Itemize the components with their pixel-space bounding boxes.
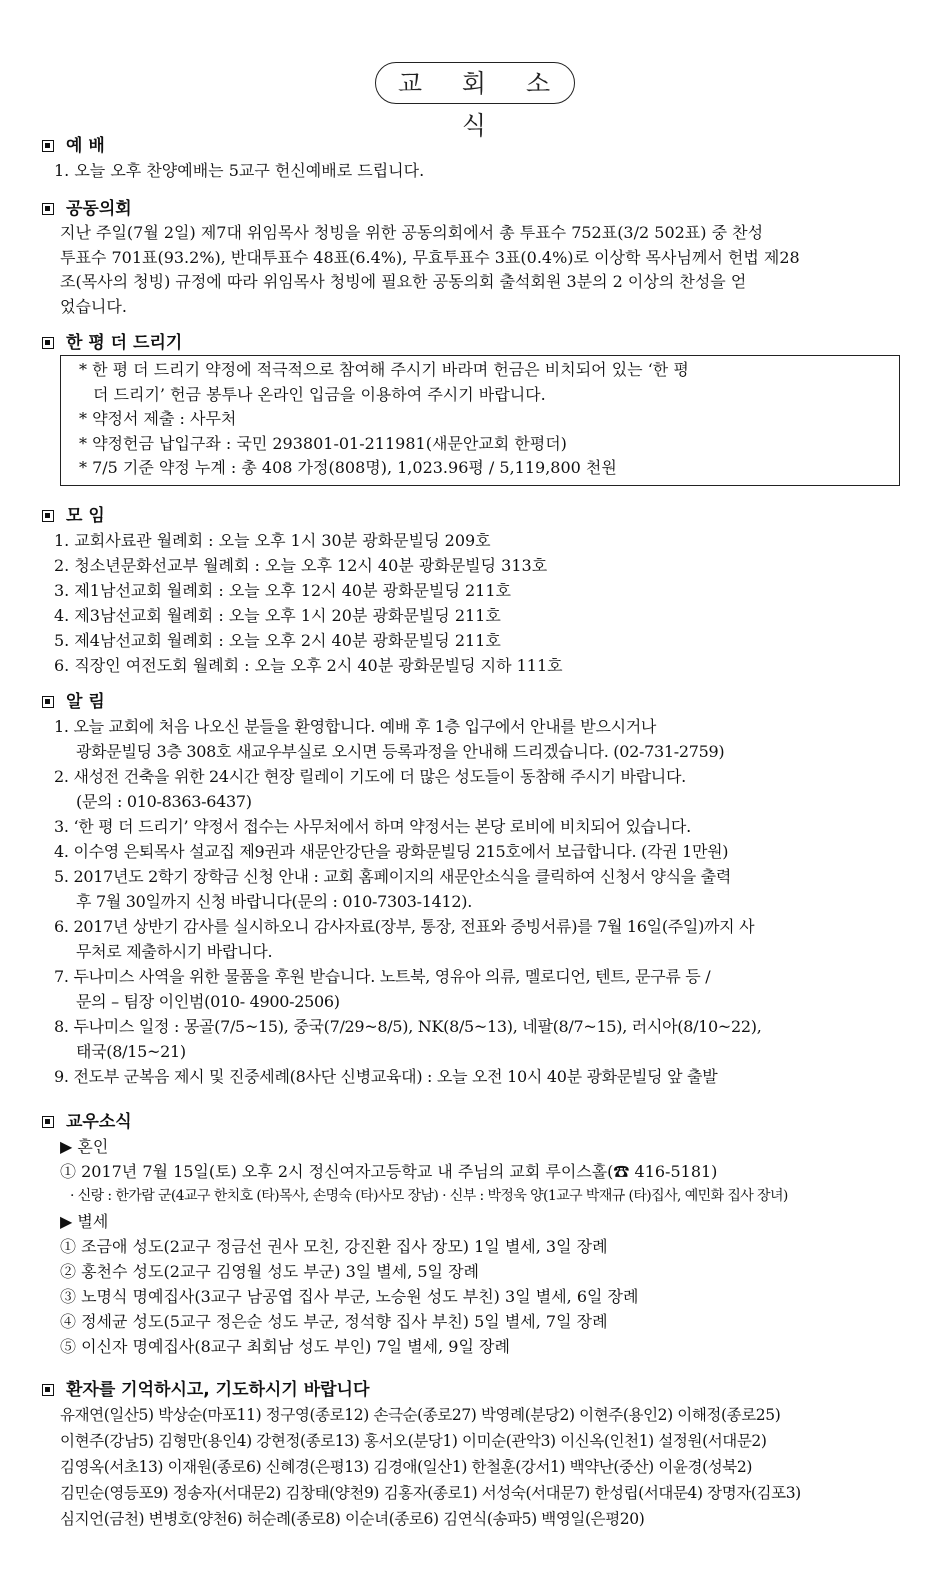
- notice-item: 5. 2017년도 2학기 장학금 신청 안내 : 교회 홈페이지의 새문안소식을 클릭하여 신청서 양식을 출력: [54, 867, 731, 886]
- section-bullet-icon: [42, 1384, 54, 1396]
- death-item: ⑤ 이신자 명예집사(8교구 최회남 성도 부인) 7일 별세, 9일 장례: [60, 1337, 510, 1356]
- notices-section: [42, 690, 922, 1089]
- members-section: [42, 1110, 922, 1359]
- notice-item: 4. 이수영 은퇴목사 설교집 제9권과 새문안강단을 광화문빌딩 215호에서 보급합니다. (각권 1만원): [54, 842, 729, 861]
- meeting-item: 6. 직장인 여전도회 월례회 : 오늘 오후 2시 40분 광화문빌딩 지하 111호: [54, 656, 563, 675]
- meetings-heading-text: 모 임: [66, 506, 105, 526]
- notice-continuation: (문의 : 010-8363-6437): [76, 792, 252, 811]
- death-item: ② 홍천수 성도(2교구 김영월 성도 부군) 3일 별세, 5일 장례: [60, 1262, 480, 1281]
- meeting-item: 1. 교회사료관 월례회 : 오늘 오후 1시 30분 광화문빌딩 209호: [54, 531, 491, 550]
- triangle-right-icon: ▶: [60, 1137, 73, 1156]
- worship-heading: [42, 134, 922, 158]
- death-label-row: [42, 1209, 922, 1234]
- notice-continuation: 후 7월 30일까지 신청 바랍니다(문의 : 010-7303-1412).: [76, 892, 473, 911]
- council-line: 조(목사의 청빙) 규정에 따라 위임목사 청빙에 필요한 공동의회 출석회원 3분의 2 이상의 찬성을 얻: [60, 272, 747, 291]
- notices-heading-text: 알 림: [66, 692, 105, 712]
- notice-list: [42, 714, 922, 1089]
- death-item: ④ 정세균 성도(5교구 정은순 성도 부군, 정석향 집사 부친) 5일 별세, 7일 장례: [60, 1312, 608, 1331]
- notice-continuation: 광화문빌딩 3층 308호 새교우부실로 오시면 등록과정을 안내해 드리겠습니다. (02-731-2759): [76, 742, 725, 761]
- section-bullet-icon: [42, 1116, 54, 1128]
- notice-continuation: 태국(8/15~21): [76, 1042, 186, 1061]
- patients-heading: [42, 1378, 922, 1402]
- members-heading-text: 교우소식: [66, 1112, 132, 1132]
- pyeong-line: * 약정헌금 납입구좌 : 국민 293801-01-211981(새문안교회 한평더): [79, 433, 567, 453]
- patient-line: 김민순(영등포9) 정송자(서대문2) 김창태(양천9) 김홍자(종로1) 서성숙(서대문7) 한성립(서대문4) 장명자(김포3): [60, 1484, 801, 1502]
- patients-section: [42, 1378, 922, 1532]
- death-item: ① 조금애 성도(2교구 정금선 권사 모친, 강진환 집사 장모) 1일 별세, 3일 장례: [60, 1237, 608, 1256]
- notice-item: 2. 새성전 건축을 위한 24시간 현장 릴레이 기도에 더 많은 성도들이 동참해 주시기 바랍니다.: [54, 767, 686, 786]
- section-bullet-icon: [42, 510, 54, 522]
- patients-heading-text: 환자를 기억하시고, 기도하시기 바랍니다: [66, 1380, 370, 1400]
- council-heading-text: 공동의회: [66, 199, 132, 219]
- wedding-line: ① 2017년 7월 15일(토) 오후 2시 정신여자고등학교 내 주님의 교회 루이스홀(☎ 416-5181): [60, 1162, 718, 1181]
- notice-item: 1. 오늘 교회에 처음 나오신 분들을 환영합니다. 예배 후 1층 입구에서 안내를 받으시거나: [54, 717, 657, 736]
- wedding-label: 혼인: [77, 1137, 109, 1156]
- notice-item: 7. 두나미스 사역을 위한 물품을 후원 받습니다. 노트북, 영유아 의류, 멜로디언, 텐트, 문구류 등 /: [54, 967, 711, 986]
- meetings-section: [42, 504, 922, 678]
- wedding-detail: · 신랑 : 한가람 군(4교구 한치호 (타)목사, 손명숙 (타)사모 장남) · 신부 : 박정욱 양(1교구 박재규 (타)집사, 예민화 집사 장녀): [70, 1188, 788, 1204]
- pyeong-line: * 7/5 기준 약정 누계 : 총 408 가정(808명), 1,023.96평 / 5,119,800 천원: [79, 458, 617, 477]
- pyeong-heading-text: 한 평 더 드리기: [66, 333, 183, 353]
- notice-item: 3. ‘한 평 더 드리기’ 약정서 접수는 사무처에서 하며 약정서는 본당 로비에 비치되어 있습니다.: [54, 817, 691, 836]
- notice-item: 9. 전도부 군복음 제시 및 진중세례(8사단 신병교육대) : 오늘 오전 10시 40분 광화문빌딩 앞 출발: [54, 1067, 718, 1086]
- patient-line: 유재연(일산5) 박상순(마포11) 정구영(종로12) 손극순(종로27) 박영례(분당2) 이현주(용인2) 이해정(종로25): [60, 1406, 781, 1424]
- council-line: 었습니다.: [60, 296, 127, 316]
- pyeong-line: 더 드리기’ 헌금 봉투나 온라인 입금을 이용하여 주시기 바랍니다.: [93, 384, 546, 404]
- council-section: [42, 197, 922, 319]
- pyeong-section: [42, 331, 922, 486]
- meeting-item: 4. 제3남선교회 월례회 : 오늘 오후 1시 20분 광화문빌딩 211호: [54, 606, 501, 625]
- worship-section: [42, 134, 922, 183]
- death-label: 별세: [77, 1212, 109, 1231]
- section-bullet-icon: [42, 203, 54, 215]
- section-bullet-icon: [42, 696, 54, 708]
- page-title: 교 회 소 식: [375, 62, 575, 104]
- notices-heading: [42, 690, 922, 714]
- section-bullet-icon: [42, 140, 54, 152]
- worship-item: 1. 오늘 오후 찬양예배는 5교구 헌신예배로 드립니다.: [54, 161, 425, 180]
- pyeong-box: [60, 355, 900, 486]
- triangle-right-icon: ▶: [60, 1212, 73, 1231]
- worship-heading-text: 예 배: [66, 136, 105, 156]
- patient-line: 이현주(강남5) 김형만(용인4) 강현정(종로13) 홍서오(분당1) 이미순(관악3) 이신옥(인천1) 설정원(서대문2): [60, 1432, 767, 1450]
- council-line: 지난 주일(7월 2일) 제7대 위임목사 청빙을 위한 공동의회에서 총 투표수 752표(3/2 502표) 중 찬성: [60, 223, 764, 242]
- wedding-label-row: [42, 1134, 922, 1159]
- notice-continuation: 문의 – 팀장 이인범(010- 4900-2506): [76, 992, 340, 1011]
- meeting-item: 2. 청소년문화선교부 월례회 : 오늘 오후 12시 40분 광화문빌딩 313호: [54, 556, 548, 575]
- patient-line: 심지언(금천) 변병호(양천6) 허순례(종로8) 이순녀(종로6) 김연식(송파5) 백영일(은평20): [60, 1510, 645, 1528]
- council-line: 투표수 701표(93.2%), 반대투표수 48표(6.4%), 무효투표수 3표(0.4%)로 이상학 목사님께서 헌법 제28: [60, 247, 800, 267]
- council-paragraph: [42, 221, 922, 319]
- notice-item: 6. 2017년 상반기 감사를 실시하오니 감사자료(장부, 통장, 전표와 증빙서류)를 7월 16일(주일)까지 사: [54, 917, 755, 936]
- members-heading: [42, 1110, 922, 1134]
- council-heading: [42, 197, 922, 221]
- pyeong-line: * 한 평 더 드리기 약정에 적극적으로 참여해 주시기 바라며 헌금은 비치되어 있는 ‘한 평: [79, 360, 689, 379]
- meeting-item: 5. 제4남선교회 월례회 : 오늘 오후 2시 40분 광화문빌딩 211호: [54, 631, 501, 650]
- death-item: ③ 노명식 명예집사(3교구 남공엽 집사 부군, 노승원 성도 부친) 3일 별세, 6일 장례: [60, 1287, 639, 1306]
- meetings-heading: [42, 504, 922, 528]
- pyeong-line: * 약정서 제출 : 사무처: [79, 409, 237, 428]
- patient-line: 김영옥(서초13) 이재원(종로6) 신혜경(은평13) 김경애(일산1) 한철훈(강서1) 백약난(중산) 이윤경(성북2): [60, 1458, 752, 1476]
- pyeong-heading: [42, 331, 922, 355]
- section-bullet-icon: [42, 337, 54, 349]
- title-wrap: [0, 62, 950, 138]
- notice-item: 8. 두나미스 일정 : 몽골(7/5~15), 중국(7/29~8/5), NK(8/5~13), 네팔(8/7~15), 러시아(8/10~22),: [54, 1017, 762, 1036]
- meeting-item: 3. 제1남선교회 월례회 : 오늘 오후 12시 40분 광화문빌딩 211호: [54, 581, 511, 600]
- notice-continuation: 무처로 제출하시기 바랍니다.: [76, 942, 273, 961]
